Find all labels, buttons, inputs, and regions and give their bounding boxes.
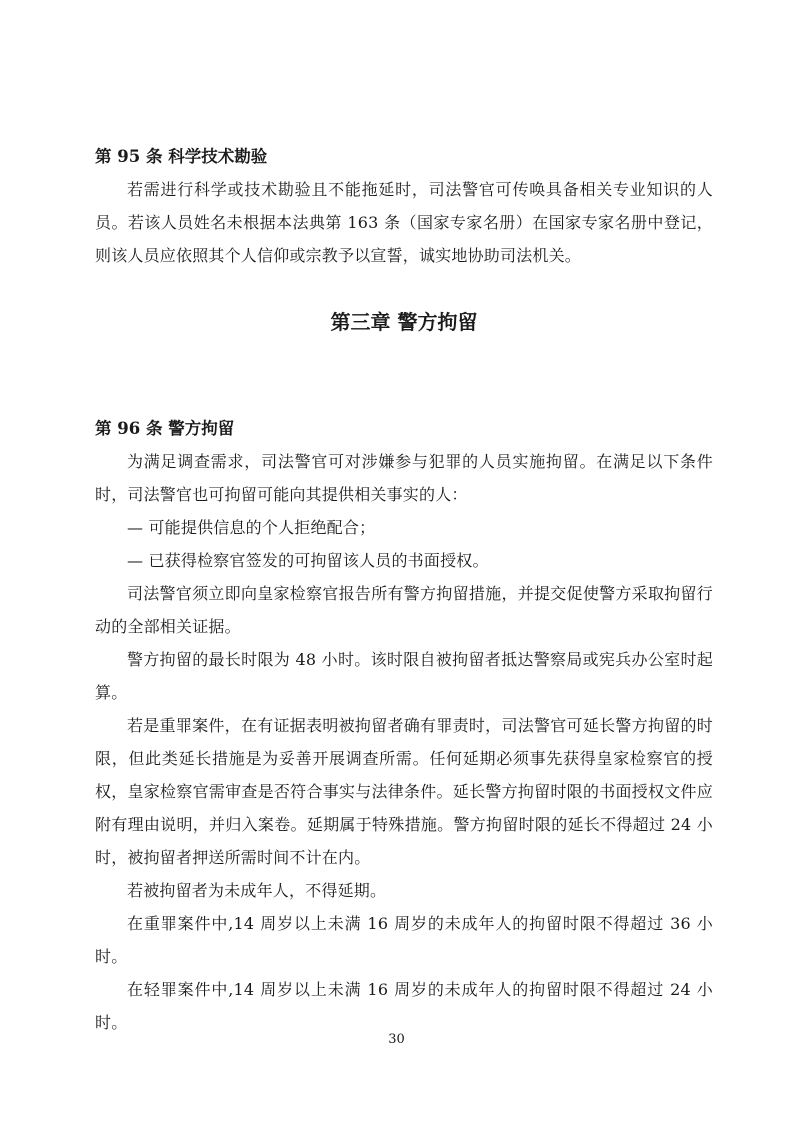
page-number: 30 (388, 1032, 405, 1047)
article-96-intro-paragraph: 为满足调查需求，司法警官可对涉嫌参与犯罪的人员实施拘留。在满足以下条件时，司法警官也可拘留可能向其提供相关事实的人： (95, 452, 713, 504)
article-95-heading: 第 95 条 科学技术勘验 (95, 147, 268, 166)
misdemeanor-minor-limit-paragraph: 在轻罪案件中,14 周岁以上未满 16 周岁的未成年人的拘留时限不得超过 24 小时。 (95, 980, 713, 1032)
article-95-paragraph: 若需进行科学或技术勘验且不能拖延时，司法警官可传唤具备相关专业知识的人员。若该人员姓名未根据本法典第 163 条（国家专家名册）在国家专家名册中登记，则该人员应依照其个人信仰或宗教予以宣誓，诚实地协助司法机关。 (95, 180, 713, 265)
felony-minor-limit-paragraph: 在重罪案件中,14 周岁以上未满 16 周岁的未成年人的拘留时限不得超过 36 小时。 (95, 914, 713, 966)
extension-rules-paragraph: 若是重罪案件，在有证据表明被拘留者确有罪责时，司法警官可延长警方拘留的时限，但此类延长措施是为妥善开展调查所需。任何延期必须事先获得皇家检察官的授权，皇家检察官需审查是否符合事实与法律条件。延长警方拘留时限的书面授权文件应附有理由说明，并归入案卷。延期属于特殊措施。警方拘留时限的延长不得超过 24 小时，被拘留者押送所需时间不计在内。 (95, 716, 713, 867)
minor-no-extension-paragraph: 若被拘留者为未成年人，不得延期。 (127, 881, 387, 900)
detention-time-limit-paragraph: 警方拘留的最长时限为 48 小时。该时限自被拘留者抵达警察局或宪兵办公室时起算。 (95, 650, 713, 702)
chapter-3-heading: 第三章 警方拘留 (330, 310, 478, 334)
article-96-heading: 第 96 条 警方拘留 (95, 419, 235, 438)
condition-item-2: — 已获得检察官签发的可拘留该人员的书面授权。 (127, 551, 489, 570)
document-body (95, 0, 713, 1039)
report-obligation-paragraph: 司法警官须立即向皇家检察官报告所有警方拘留措施，并提交促使警方采取拘留行动的全部相关证据。 (95, 584, 713, 636)
condition-item-1: — 可能提供信息的个人拒绝配合； (127, 518, 376, 537)
